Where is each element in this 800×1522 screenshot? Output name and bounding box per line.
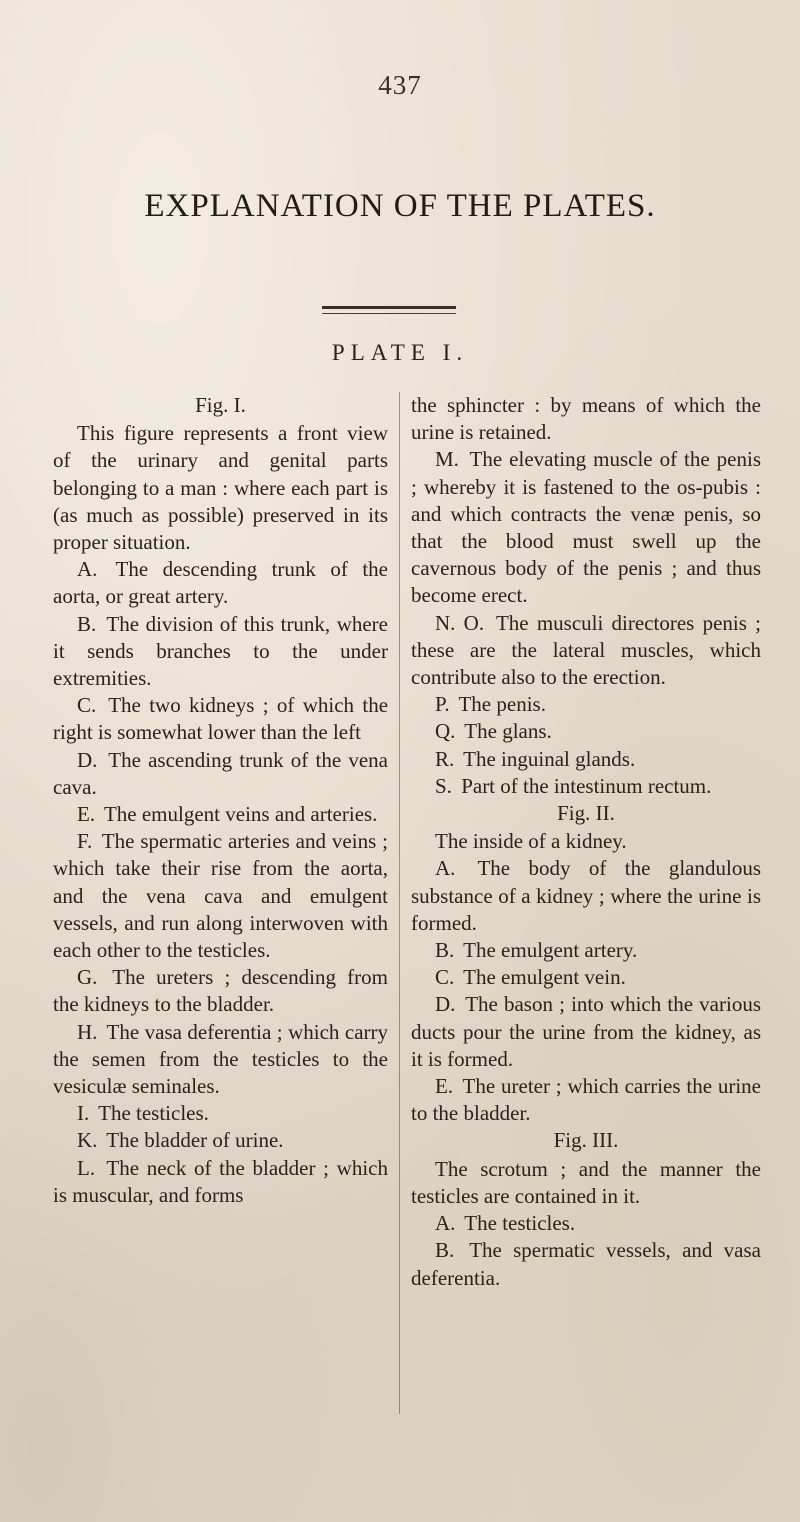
entry-text: The neck of the bladder ; which is muscular, and forms — [53, 1155, 388, 1207]
entry-text: Part of the intestinum rectum. — [461, 773, 712, 798]
right-entry — [411, 1237, 761, 1291]
entry-label: D. — [435, 992, 456, 1017]
fig-3-intro: The scrotum ; and the manner the testicles are contained in it. — [411, 1156, 761, 1208]
entry-label: G. — [77, 965, 98, 990]
entry-label: M. — [435, 447, 459, 472]
entry-text: The elevating muscle of the penis ; whereby it is fastened to the os-pubis : and which contracts the venæ penis, so that the blood must swell up the cavernous body of the penis ; and thus become erect. — [411, 447, 762, 608]
left-entry — [53, 747, 388, 801]
right-entry — [411, 691, 761, 718]
page-heading: EXPLANATION OF THE PLATES. — [144, 188, 656, 224]
right-entry — [411, 746, 761, 773]
left-entry — [53, 556, 388, 610]
right-entry — [411, 855, 761, 937]
right-entry — [411, 937, 761, 964]
entry-label: P. — [435, 692, 450, 717]
left-entry — [53, 828, 388, 964]
entry-label: K. — [77, 1128, 98, 1153]
entry-label: A. — [77, 557, 98, 582]
right-entry — [411, 718, 761, 745]
heading-rule-thin — [322, 313, 456, 314]
fig-2-intro: The inside of a kidney. — [435, 829, 627, 854]
entry-text: The testicles. — [464, 1211, 576, 1236]
entry-text: The ascending trunk of the vena cava. — [53, 747, 388, 799]
entry-text: The testicles. — [98, 1101, 209, 1126]
entry-text: The division of this trunk, where it sends branches to the under extremities. — [53, 611, 388, 691]
right-entry — [411, 1073, 761, 1127]
entry-text: The musculi directores penis ; these are the lateral muscles, which contribute also to the erection. — [411, 610, 761, 690]
entry-label: L. — [77, 1155, 96, 1180]
entry-text: The body of the glandulous substance of a kidney ; where the urine is formed. — [411, 856, 761, 935]
entry-label: B. — [435, 1238, 455, 1263]
entry-text: The emulgent vein. — [463, 965, 626, 990]
entry-text: The emulgent veins and arteries. — [103, 802, 378, 827]
entry-text: The spermatic arteries and veins ; which take their rise from the aorta, and the vena cava and emulgent vessels, and run along interwoven with each other to the testicles. — [53, 829, 389, 963]
entry-text: The vasa deferentia ; which carry the semen from the testicles to the vesiculæ seminales. — [53, 1019, 389, 1099]
heading-rule-thick — [322, 306, 456, 309]
entry-text: The penis. — [458, 692, 546, 717]
plate-title: PLATE I. — [331, 340, 469, 365]
right-entry — [411, 964, 761, 991]
entry-label: C. — [77, 693, 97, 718]
right-column — [411, 392, 761, 1292]
left-entry — [53, 1155, 388, 1209]
entry-label: R. — [435, 746, 455, 771]
fig-3-heading: Fig. III. — [553, 1128, 619, 1153]
right-entry — [411, 773, 761, 800]
entry-text: The ureters ; descending from the kidneys to the bladder. — [53, 965, 388, 1017]
entry-text: The emulgent artery. — [463, 938, 638, 963]
left-entry — [53, 611, 388, 693]
entry-text: The spermatic vessels, and vasa deferentia. — [411, 1238, 761, 1290]
entry-label: E. — [77, 802, 96, 827]
entry-text: The inguinal glands. — [463, 746, 636, 771]
left-entry — [53, 1100, 388, 1127]
page-number: 437 — [378, 70, 422, 100]
entry-label: B. — [77, 611, 97, 636]
entry-label: F. — [77, 829, 93, 854]
continued-text: the sphincter : by means of which the urine is retained. — [411, 393, 761, 445]
right-entry — [411, 991, 761, 1073]
entry-label: B. — [435, 938, 455, 963]
entry-text: The two kidneys ; of which the right is somewhat lower than the left — [53, 693, 389, 745]
fig-2-heading: Fig. II. — [557, 801, 615, 826]
entry-label: E. — [435, 1074, 454, 1099]
entry-text: The bason ; into which the various ducts pour the urine from the kidney, as it is formed. — [411, 992, 761, 1071]
left-column — [53, 392, 388, 1209]
entry-label: A. — [435, 856, 456, 881]
entry-label: C. — [435, 965, 455, 990]
entry-label: Q. — [435, 719, 456, 744]
entry-text: The bladder of urine. — [106, 1128, 284, 1153]
right-entry — [411, 1210, 761, 1237]
entry-label: D. — [77, 747, 98, 772]
entry-label: I. — [77, 1101, 90, 1126]
fig-1-intro: This figure represents a front view of the urinary and genital parts belonging to a man : where each part is (as much as possible) preserved in its proper situation. — [53, 421, 388, 555]
entry-text: The ureter ; which carries the urine to the bladder. — [411, 1074, 761, 1126]
column-divider — [399, 392, 400, 1414]
fig-1-heading: Fig. I. — [195, 393, 246, 417]
left-entry — [53, 1019, 388, 1101]
entry-label: N. O. — [435, 610, 485, 635]
entry-text: The descending trunk of the aorta, or great artery. — [53, 557, 388, 609]
left-entry — [53, 964, 388, 1018]
entry-label: A. — [435, 1211, 456, 1236]
entry-label: S. — [435, 773, 452, 798]
left-entry — [53, 692, 388, 746]
entry-label: H. — [77, 1019, 98, 1044]
left-entry — [53, 801, 388, 828]
entry-text: The glans. — [464, 719, 552, 744]
right-entry — [411, 610, 761, 692]
left-entry — [53, 1127, 388, 1154]
right-entry — [411, 446, 761, 609]
